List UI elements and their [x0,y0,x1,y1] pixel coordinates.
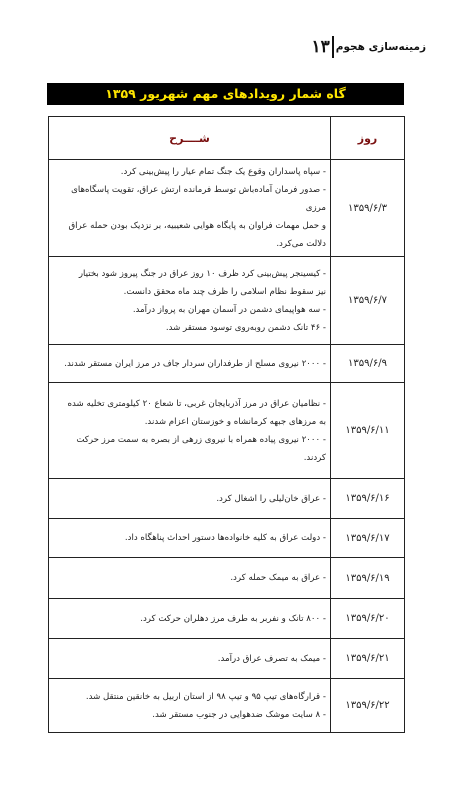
event-date: ۱۳۵۹/۶/۹ [331,345,405,383]
event-date: ۱۳۵۹/۶/۷ [331,257,405,345]
event-date: ۱۳۵۹/۶/۲۲ [331,679,405,733]
event-item: - کیسینجر پیش‌بینی کرد ظرف ۱۰ روز عراق در جنگ پیروز شود بختیار نیز سقوط نظام اسلامی را ظرف چند ماه محقق دانست. [78,268,326,297]
event-description [49,519,331,558]
page-number: ۱۳ [311,37,330,57]
chronology-banner: گاه شمار رویدادهای مهم شهریور ۱۳۵۹ [47,83,404,105]
event-date: ۱۳۵۹/۶/۳ [331,160,405,257]
table-header-row [49,117,405,160]
table-row [49,160,405,257]
event-item: - عراق به میمک حمله کرد. [230,573,326,583]
event-date: ۱۳۵۹/۶/۲۰ [331,599,405,639]
event-item: - قرارگاه‌های تیپ ۹۵ و تیپ ۹۸ از استان اربیل به خانقین منتقل شد. [85,691,326,702]
table-row [49,599,405,639]
book-title: زمینه‌سازی هجوم [335,41,426,53]
event-description [49,479,331,519]
event-date: ۱۳۵۹/۶/۱۱ [331,383,405,479]
page-header [307,36,432,58]
event-item: - ۴۶ تانک دشمن روبه‌روی توسود مستقر شد. [165,322,326,333]
event-item: - ۲۰۰۰ نیروی پیاده همراه با نیروی زرهی از بصره به سمت مرز حرکت کردند. [76,434,326,463]
table-row [49,519,405,558]
header-divider [332,36,334,58]
event-date: ۱۳۵۹/۶/۱۶ [331,479,405,519]
event-description [49,639,331,679]
event-description [49,257,331,345]
table-row [49,679,405,733]
table-row [49,479,405,519]
event-item: - ۲۰۰۰ نیروی مسلح از طرفداران سردار جاف در مرز ایران مستقر شدند. [64,358,326,369]
table-row [49,383,405,479]
event-item: - صدور فرمان آماده‌باش توسط فرمانده ارتش عراق، تقویت پاسگاه‌های مرزی و حمل مهمات فراوان به پایگاه هوایی شعیبیه، بر نزدیک بودن حمله عراق دلالت می‌کرد. [68,185,326,249]
event-item: - دولت عراق به کلیه خانواده‌ها دستور احداث پناهگاه داد. [124,533,326,543]
table-row [49,257,405,345]
table-row [49,558,405,599]
event-description [49,345,331,383]
date-column-header: روز [331,117,405,160]
event-item: - نظامیان عراق در مرز آذربایجان غربی، تا شعاع ۲۰ کیلومتری تخلیه شده به مرزهای جبهه کرمانشاه و خوزستان اعزام شدند. [67,398,326,427]
event-description [49,599,331,639]
event-item: - میمک به تصرف عراق درآمد. [217,653,326,664]
event-description [49,679,331,733]
event-date: ۱۳۵۹/۶/۱۷ [331,519,405,558]
description-column-header: شــــرح [49,117,331,160]
event-date: ۱۳۵۹/۶/۱۹ [331,558,405,599]
event-description [49,383,331,479]
table-row [49,345,405,383]
event-item: - سه هواپیمای دشمن در آسمان مهران به پرواز درآمد. [132,304,326,315]
event-item: - عراق خان‌لیلی را اشغال کرد. [216,493,326,504]
table-row [49,639,405,679]
event-description [49,160,331,257]
event-item: - ۸۰۰ تانک و نفربر به طرف مرز دهلران حرکت کرد. [140,613,326,624]
event-date: ۱۳۵۹/۶/۲۱ [331,639,405,679]
event-item: - سپاه پاسداران وقوع یک جنگ تمام عیار را پیش‌بینی کرد. [120,167,326,177]
chronology-table [48,116,405,733]
event-description [49,558,331,599]
event-item: - ۸ سایت موشک ضدهوایی در جنوب مستقر شد. [152,709,326,720]
